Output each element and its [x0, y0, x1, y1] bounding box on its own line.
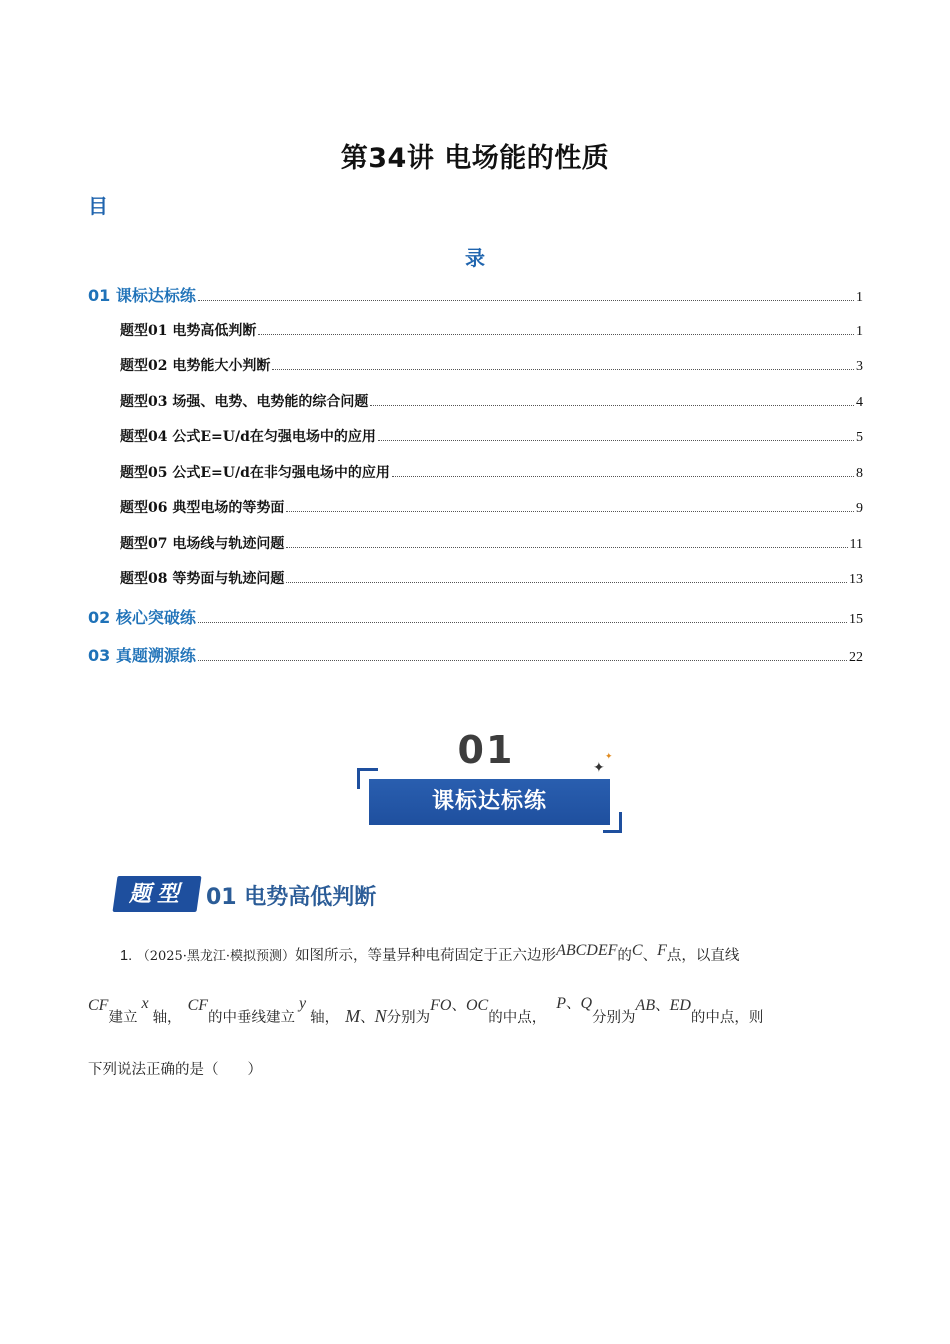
toc-entry-label: 题型04 公式E=U/d在匀强电场中的应用: [120, 429, 376, 445]
toc-entry-type-03[interactable]: [120, 391, 863, 411]
math-axis: y: [299, 995, 307, 1012]
math-point: C: [631, 942, 643, 959]
toc-leader: [198, 659, 847, 661]
question-line-2: [88, 995, 764, 1027]
sparkle-icon: ✦: [605, 752, 613, 762]
type-title: 01 电势高低判断: [206, 885, 377, 910]
math-line: CF: [88, 997, 109, 1014]
toc-entry-page: 13: [849, 572, 863, 587]
toc-entry-label: 01 课标达标练: [88, 286, 196, 305]
question-text: 建立: [108, 1010, 138, 1026]
toc-leader: [286, 581, 847, 583]
section-banner-label: 课标达标练: [431, 789, 547, 814]
toc-entry-type-08[interactable]: [120, 568, 863, 588]
question-text: 如图所示，等量异种电荷固定于正六边形: [295, 948, 557, 964]
question-text: 轴，: [152, 1010, 182, 1026]
question-text: 的中点，: [488, 1010, 547, 1026]
question-text: 、: [642, 948, 658, 964]
question-text: 、: [360, 1010, 375, 1026]
section-banner-number: 01: [457, 728, 515, 772]
question-line-3: 下列说法正确的是（ ）: [88, 1062, 262, 1078]
toc-entry-label: 题型07 电场线与轨迹问题: [120, 536, 285, 552]
toc-entry-section-03[interactable]: [88, 643, 863, 666]
toc-entry-type-02[interactable]: [120, 355, 863, 375]
math-point: M: [345, 1006, 361, 1026]
toc-entry-label: 题型05 公式E=U/d在非匀强电场中的应用: [120, 465, 390, 481]
question-text: 、: [655, 998, 670, 1014]
toc-leader: [272, 368, 854, 370]
math-axis: x: [141, 995, 149, 1012]
toc-leader: [198, 299, 854, 301]
question-source: （2025·黑龙江·模拟预测）: [136, 949, 296, 964]
toc-heading-part2: 录: [465, 246, 485, 270]
question-text: 的中垂线建立: [208, 1010, 296, 1026]
question-text: 点，以直线: [666, 948, 740, 964]
question-line-1: [120, 944, 739, 965]
question-text: 、: [565, 996, 581, 1012]
toc-entry-label: 题型06 典型电场的等势面: [120, 500, 285, 516]
toc-leader: [286, 510, 854, 512]
section-banner: [355, 728, 625, 838]
toc-leader: [286, 546, 847, 548]
math-segment: FO: [430, 997, 452, 1014]
toc-entry-type-04[interactable]: [120, 426, 863, 446]
toc-leader: [378, 439, 854, 441]
toc-entry-label: 03 真题溯源练: [88, 646, 196, 665]
toc-entry-type-05[interactable]: [120, 462, 863, 482]
question-text: 分别为: [592, 1010, 636, 1026]
toc-heading-part1: 目: [88, 194, 108, 218]
math-hexagon: ABCDEF: [556, 942, 618, 959]
math-segment: ED: [669, 997, 691, 1014]
toc-entry-type-07[interactable]: [120, 533, 863, 553]
toc-entry-label: 题型03 场强、电势、电势能的综合问题: [120, 394, 369, 410]
toc-leader: [198, 621, 847, 623]
question-text: 的中点，则: [690, 1010, 764, 1026]
toc-entry-page: 1: [856, 290, 863, 305]
toc-entry-type-06[interactable]: [120, 497, 863, 517]
toc-entry-page: 8: [856, 466, 863, 481]
math-point: Q: [580, 995, 593, 1012]
math-line: CF: [187, 997, 209, 1014]
toc-entry-page: 22: [849, 650, 863, 665]
toc-entry-page: 5: [856, 430, 863, 445]
toc-entry-type-01[interactable]: [120, 320, 863, 340]
toc-entry-page: 1: [856, 324, 863, 339]
toc-entry-label: 题型08 等势面与轨迹问题: [120, 571, 285, 587]
toc-entry-page: 9: [856, 501, 863, 516]
toc-entry-page: 15: [849, 612, 863, 627]
toc-entry-section-01[interactable]: [88, 283, 863, 306]
question-text: 轴，: [310, 1010, 340, 1026]
question-text: 的: [617, 948, 632, 964]
toc-leader: [370, 404, 854, 406]
math-segment: AB: [635, 997, 656, 1014]
page-title: 第34讲 电场能的性质: [340, 143, 610, 174]
math-point: F: [657, 942, 667, 959]
toc-entry-page: 11: [849, 537, 863, 552]
toc-leader: [258, 333, 854, 335]
math-point: N: [374, 1006, 387, 1026]
math-segment: OC: [465, 997, 489, 1014]
banner-corner-bracket: [603, 812, 622, 833]
sparkle-icon: ✦: [593, 760, 605, 776]
toc-entry-label: 题型01 电势高低判断: [120, 323, 257, 339]
question-text: 、: [451, 998, 466, 1014]
toc-entry-page: 4: [856, 395, 863, 410]
question-number: 1.: [120, 948, 133, 964]
type-badge: 题型: [128, 881, 185, 907]
toc-entry-label: 02 核心突破练: [88, 608, 196, 627]
toc-entry-label: 题型02 电势能大小判断: [120, 358, 271, 374]
math-point: P: [556, 995, 566, 1012]
toc-entry-page: 3: [856, 359, 863, 374]
toc-entry-section-02[interactable]: [88, 605, 863, 628]
toc-leader: [392, 475, 854, 477]
question-text: 分别为: [386, 1010, 431, 1026]
